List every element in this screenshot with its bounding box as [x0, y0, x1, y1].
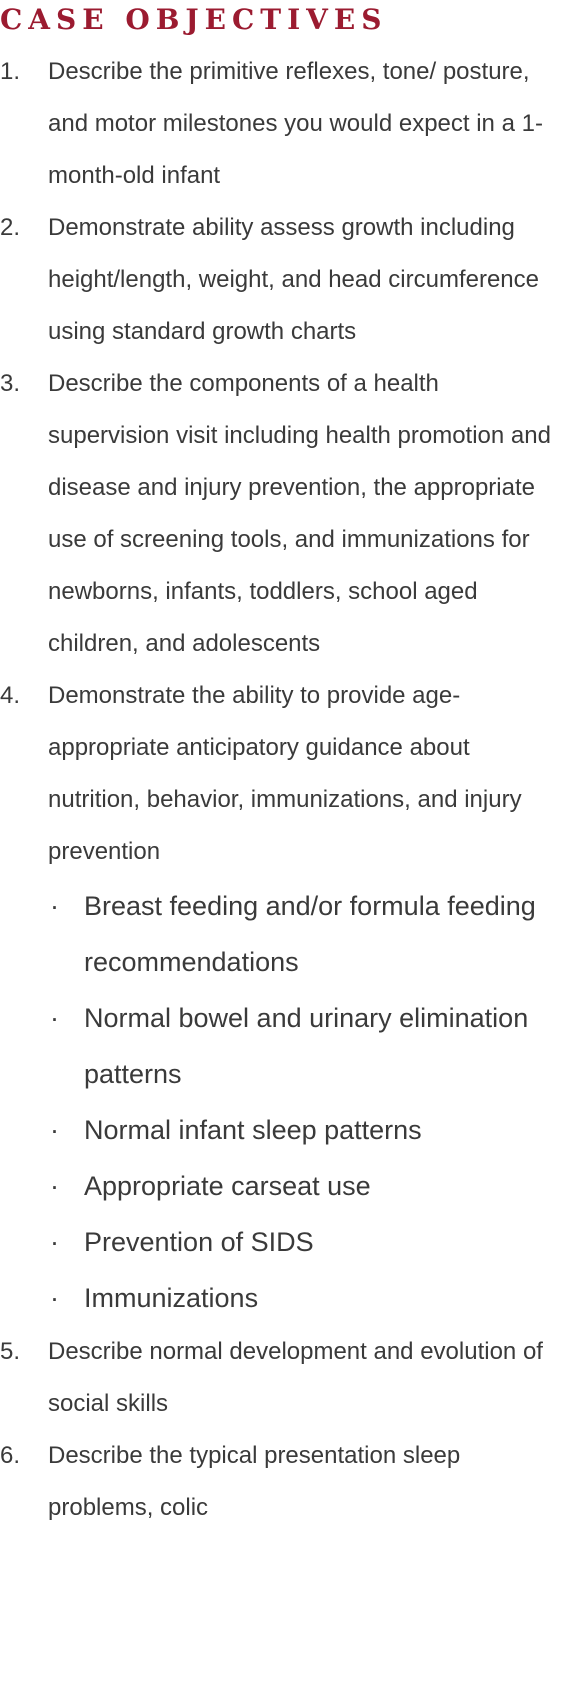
guidance-bullet-item: [48, 1214, 566, 1270]
objective-number: 2.: [0, 214, 21, 241]
guidance-bullet-item: [48, 878, 566, 990]
bullet-dot: ·: [50, 891, 59, 921]
objective-text: Describe normal development and evolution of social skills: [48, 1338, 543, 1417]
bullet-text: Immunizations: [84, 1283, 259, 1313]
bullet-dot: ·: [50, 1283, 59, 1313]
objective-item: [0, 358, 566, 670]
objective-number: 4.: [0, 682, 21, 709]
objective-number: 5.: [0, 1338, 21, 1365]
objective-text: Demonstrate the ability to provide age-appropriate anticipatory guidance about nutrition, behavior, immunizations, and injury prevention: [48, 682, 522, 865]
objective-number: 3.: [0, 370, 21, 397]
objective-item: [0, 46, 566, 202]
bullet-text: Appropriate carseat use: [84, 1171, 371, 1201]
objective-item: [0, 670, 566, 1326]
bullet-text: Normal infant sleep patterns: [84, 1115, 422, 1145]
guidance-bullet-item: [48, 1270, 566, 1326]
bullet-dot: ·: [50, 1171, 59, 1201]
objective-text: Demonstrate ability assess growth including height/length, weight, and head circumference using standard growth charts: [48, 214, 539, 345]
case-objectives-heading: CASE OBJECTIVES: [0, 3, 388, 36]
guidance-bullet-item: [48, 1158, 566, 1214]
objective-item: [0, 1326, 566, 1430]
objective-item: [0, 202, 566, 358]
objective-text: Describe the primitive reflexes, tone/ posture, and motor milestones you would expect in a 1-month-old infant: [48, 58, 543, 189]
bullet-text: Prevention of SIDS: [84, 1227, 314, 1257]
guidance-bullet-item: [48, 1102, 566, 1158]
guidance-bullet-item: [48, 990, 566, 1102]
bullet-dot: ·: [50, 1003, 59, 1033]
bullet-text: Normal bowel and urinary elimination patterns: [84, 1003, 529, 1089]
bullet-dot: ·: [50, 1115, 59, 1145]
objective-item: [0, 1430, 566, 1534]
objective-text: Describe the components of a health supervision visit including health promotion and disease and injury prevention, the appropriate use of screening tools, and immunizations for newborns, infants, toddlers, school aged children, and adolescents: [48, 370, 551, 657]
guidance-bullet-list: [48, 878, 566, 1326]
objectives-list: [0, 46, 566, 1534]
objective-text: Describe the typical presentation sleep problems, colic: [48, 1442, 461, 1521]
bullet-text: Breast feeding and/or formula feeding recommendations: [84, 891, 536, 977]
objective-number: 6.: [0, 1442, 21, 1469]
bullet-dot: ·: [50, 1227, 59, 1257]
objective-number: 1.: [0, 58, 21, 85]
